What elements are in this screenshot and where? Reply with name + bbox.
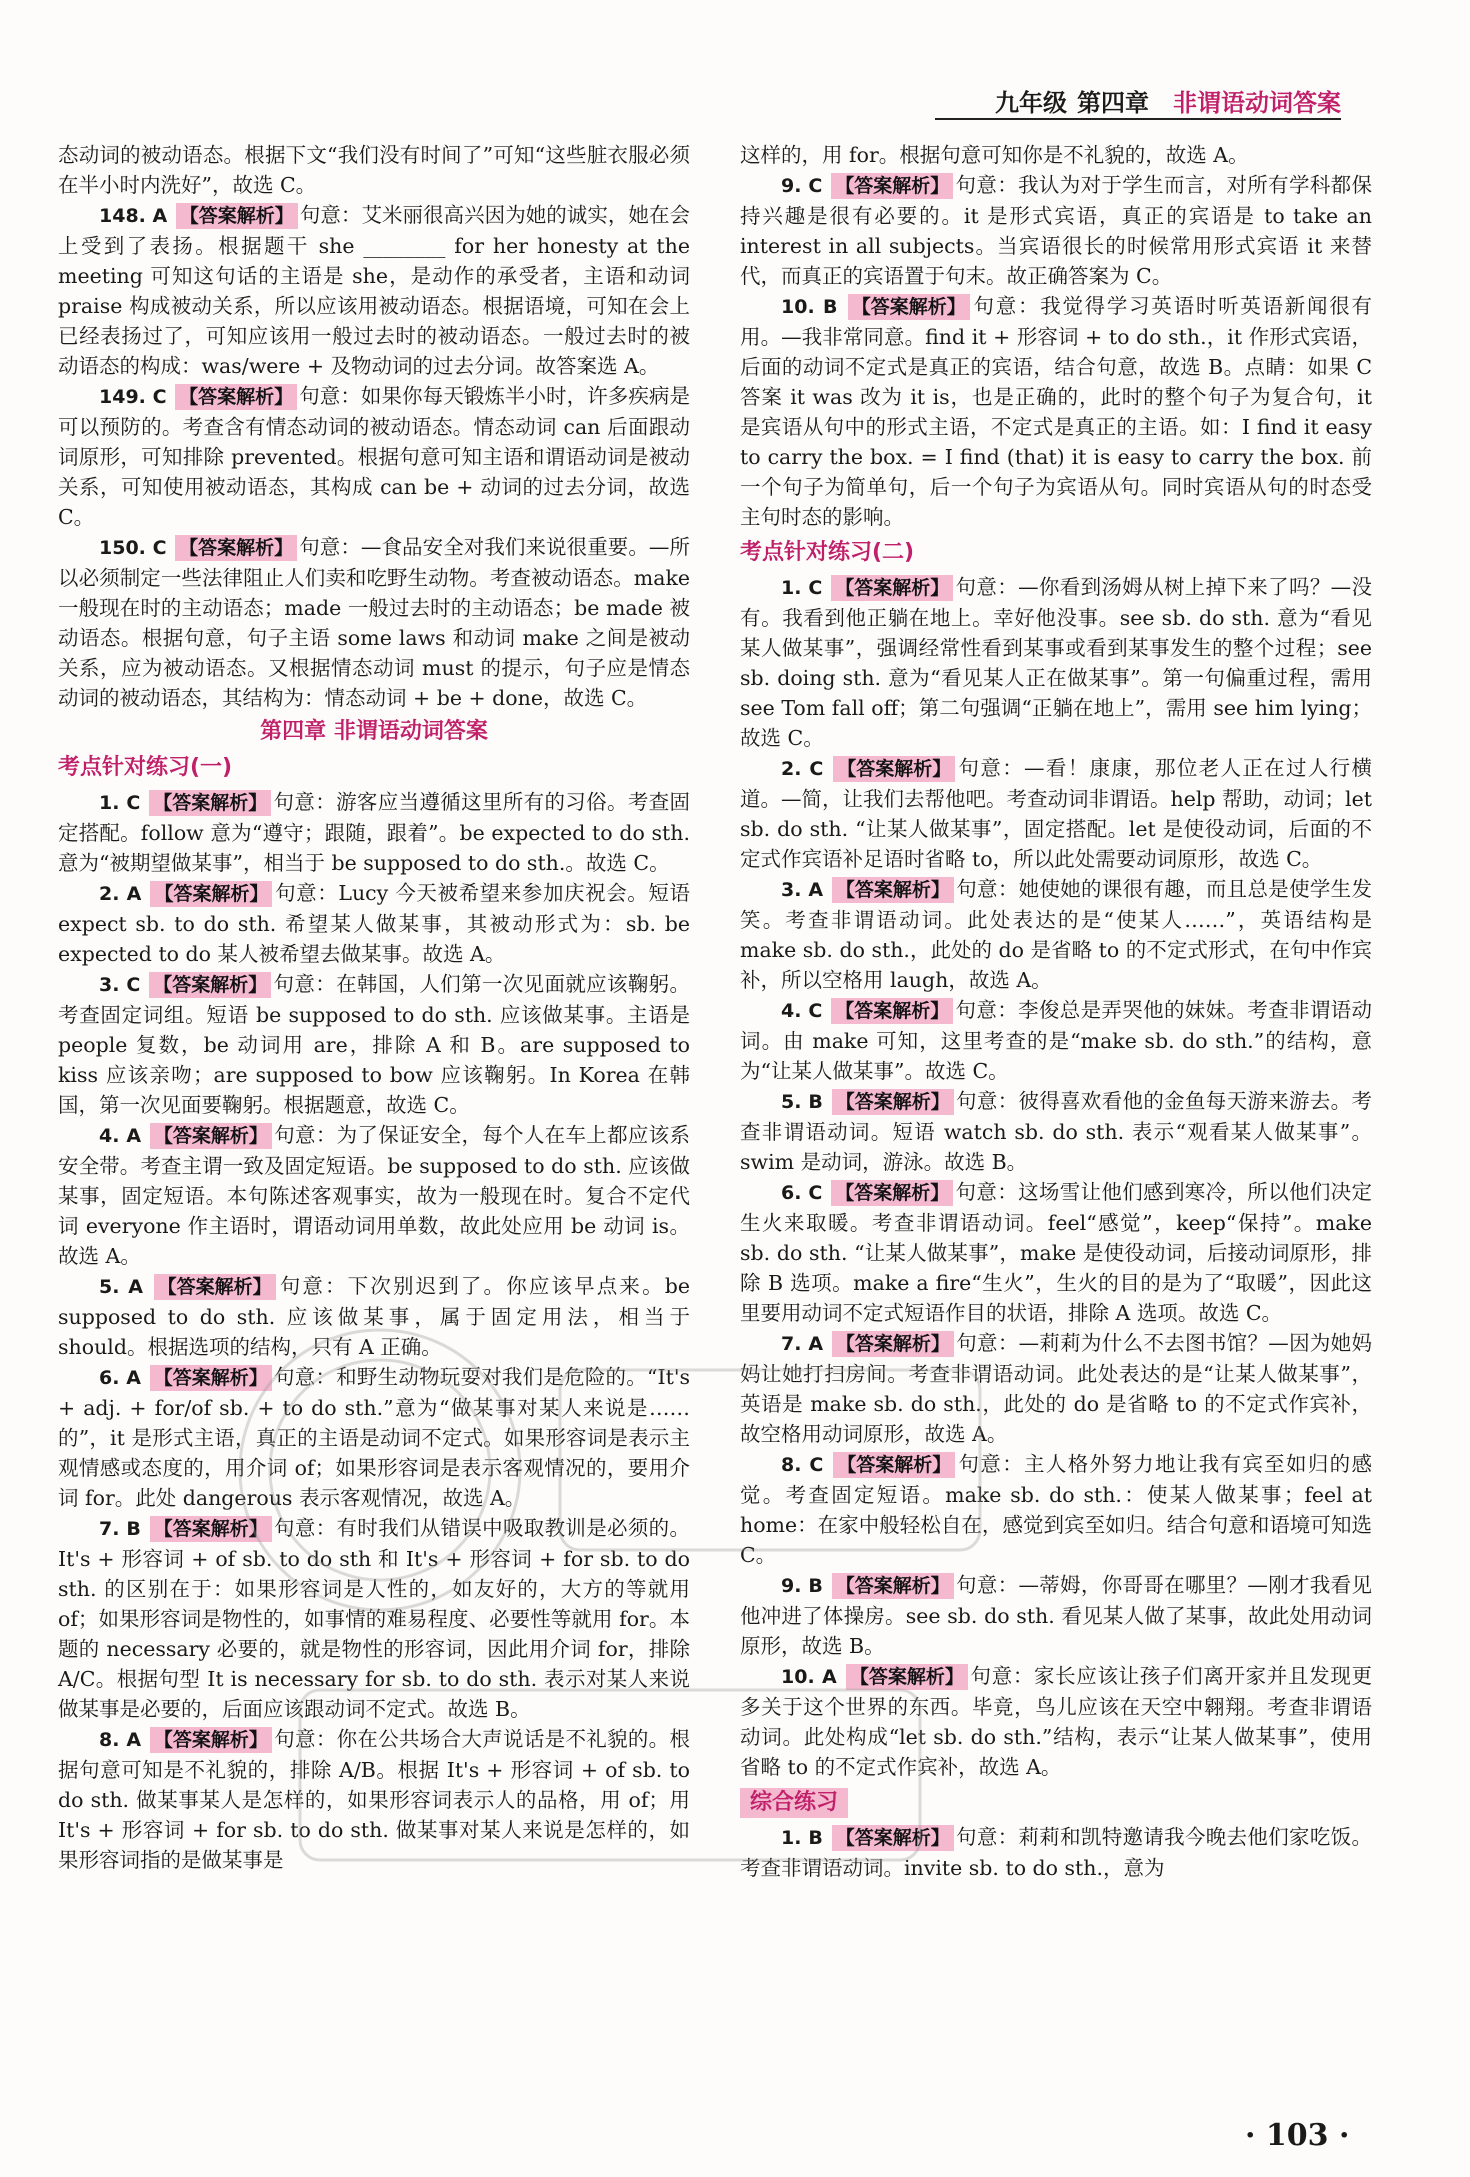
- answer-number: 10. B: [781, 296, 838, 318]
- header-chapter: 第四章: [1077, 89, 1149, 117]
- answer-2-2: [740, 753, 1372, 874]
- answer-analysis-tag: 【答案解析】: [831, 1180, 953, 1206]
- continuation-paragraph: 态动词的被动语态。根据下文“我们没有时间了”可知“这些脏衣服必须在半小时内洗好”，故选 C。: [58, 143, 690, 197]
- answer-number: 2. A: [99, 883, 142, 905]
- answer-number: 9. C: [781, 175, 823, 197]
- answer-analysis-tag: 【答案解析】: [150, 1727, 272, 1753]
- answer-text: 句意：我认为对于学生而言，对所有学科都保持兴趣是很有必要的。it 是形式宾语，真正的宾语是 to take an interest in all subjects。当宾语很长的时候常用形式宾语 it 来替代，而真正的宾语置于句末。故正确答案为 C。: [740, 173, 1372, 288]
- answer-149: [58, 381, 690, 532]
- answer-number: 3. C: [99, 974, 141, 996]
- answer-2-3: [740, 874, 1372, 995]
- answer-8: [58, 1724, 690, 1875]
- answer-2-4: [740, 995, 1372, 1086]
- answer-analysis-tag: 【答案解析】: [154, 1274, 276, 1300]
- answer-analysis-tag: 【答案解析】: [149, 790, 271, 816]
- answer-analysis-tag: 【答案解析】: [833, 756, 955, 782]
- answer-number: 148. A: [99, 205, 168, 227]
- answer-text: 句意：在韩国，人们第一次见面就应该鞠躬。考查固定词组。短语 be supposed to do sth. 应该做某事。主语是 people 复数，be 动词用 are，排除 A 和 B。are supposed to kiss 应该亲吻；are supposed to bow 应该鞠躬。In Korea 在韩国，第一次见面要鞠躬。根据题意，故选 C。: [58, 972, 690, 1117]
- answer-text: 句意：—你看到汤姆从树上掉下来了吗？—没有。我看到他正躺在地上。幸好他没事。see sb. do sth. 意为“看见某人做某事”，强调经常性看到某事或看到某事发生的整个过程；see sb. doing sth. 意为“看见某人正在做某事”。第一句偏重过程，需用 see Tom fall off；第二句强调“正躺在地上”，需用 see him lying；故选 C。: [740, 575, 1372, 750]
- answer-analysis-tag: 【答案解析】: [175, 535, 297, 561]
- page-number: · 103 ·: [1245, 2118, 1350, 2153]
- answer-text: 句意：—看！康康，那位老人正在过人行横道。—简，让我们去帮他吧。考查动词非谓语。help 帮助，动词；let sb. do sth. “让某人做某事”，固定搭配。let 是使役动词，后面的不定式作宾语补足语时省略 to，所以此处需要动词原形，故选 C。: [740, 756, 1372, 871]
- chapter-title: 第四章 非谓语动词答案: [260, 719, 488, 744]
- answer-analysis-tag: 【答案解析】: [831, 575, 953, 601]
- answer-9: [740, 170, 1372, 291]
- answer-number: 4. C: [781, 1000, 823, 1022]
- answer-text: 句意：有时我们从错误中吸取教训是必须的。It's + 形容词 + of sb. to do sth 和 It's + 形容词 + for sb. to do sth. 的区别在于：如果形容词是人性的，如友好的，大方的等就用 of；如果形容词是物性的，如事情的难易程度、必要性等就用 for。本题的 necessary 必要的，就是物性的形容词，因此用介词 for，排除 A/C。根据句型 It is necessary for sb. to do sth. 表示对某人来说做某事是必要的，后面应该跟动词不定式。故选 B。: [58, 1516, 690, 1721]
- answer-text: 句意：游客应当遵循这里所有的习俗。考查固定搭配。follow 意为“遵守；跟随，跟着”。be expected to do sth. 意为“被期望做某事”，相当于 be supposed to do sth.。故选 C。: [58, 790, 690, 875]
- answer-2-8: [740, 1449, 1372, 1570]
- answer-148: [58, 200, 690, 381]
- right-column: [740, 140, 1372, 1883]
- answer-number: 9. B: [781, 1575, 823, 1597]
- answer-analysis-tag: 【答案解析】: [150, 1365, 272, 1391]
- answer-analysis-tag: 【答案解析】: [833, 1452, 955, 1478]
- answer-number: 6. A: [99, 1367, 141, 1389]
- answer-analysis-tag: 【答案解析】: [832, 1089, 954, 1115]
- answer-text: 句意：她使她的课很有趣，而且总是使学生发笑。考查非谓语动词。此处表达的是“使某人……”，英语结构是 make sb. do sth.，此处的 do 是省略 to 的不定式形式，在句中作宾补，所以空格用 laugh，故选 A。: [740, 877, 1372, 992]
- section-title-practice-2: 考点针对练习(二): [740, 540, 915, 565]
- answer-2-7: [740, 1328, 1372, 1449]
- answer-text: 句意：下次别迟到了。你应该早点来。be supposed to do sth. 应该做某事，属于固定用法，相当于 should。根据选项的结构，只有 A 正确。: [58, 1274, 690, 1359]
- answer-analysis-tag: 【答案解析】: [832, 1573, 954, 1599]
- answer-analysis-tag: 【答案解析】: [150, 881, 272, 907]
- answer-number: 149. C: [99, 386, 167, 408]
- answer-analysis-tag: 【答案解析】: [150, 1123, 272, 1149]
- answer-5: [58, 1271, 690, 1362]
- answer-text: 句意：如果你每天锻炼半小时，许多疾病是可以预防的。考查含有情态动词的被动语态。情态动词 can 后面跟动词原形，可知排除 prevented。根据句意可知主语和谓语动词是被动关系，可知使用被动语态，其构成 can be + 动词的过去分词，故选 C。: [58, 384, 690, 529]
- answer-number: 7. A: [781, 1333, 824, 1355]
- answer-number: 1. B: [781, 1827, 823, 1849]
- answer-analysis-tag: 【答案解析】: [831, 173, 953, 199]
- answer-analysis-tag: 【答案解析】: [846, 1664, 968, 1690]
- answer-3-1: [740, 1822, 1372, 1883]
- answer-number: 8. A: [99, 1729, 142, 1751]
- answer-text: 句意：你在公共场合大声说话是不礼貌的。根据句意可知是不礼貌的，排除 A/B。根据 It's + 形容词 + of sb. to do sth. 做某事某人是怎样的，如果形容词表示人的品格，用 of；用 It's + 形容词 + for sb. to do sth. 做某事对某人来说是怎样的，如果形容词指的是做某事是: [58, 1727, 690, 1872]
- answer-number: 6. C: [781, 1182, 823, 1204]
- answer-3: [58, 969, 690, 1120]
- answer-150: [58, 532, 690, 713]
- answer-analysis-tag: 【答案解析】: [176, 203, 298, 229]
- answer-text: 句意：和野生动物玩耍对我们是危险的。“It's + adj. + for/of sb. + to do sth.”意为“做某事对某人来说是……的”，it 是形式主语，真正的主语是动词不定式。如果形容词是表示主观情感或态度的，用介词 of；如果形容词是表示客观情况的，要用介词 for。此处 dangerous 表示客观情况，故选 A。: [58, 1365, 690, 1510]
- answer-text: 句意：家长应该让孩子们离开家并且发现更多关于这个世界的东西。毕竟，鸟儿应该在天空中翱翔。考查非谓语动词。此处构成“let sb. do sth.”结构，表示“让某人做某事”，使用省略 to 的不定式作宾补，故选 A。: [740, 1664, 1372, 1779]
- left-column: [58, 140, 690, 1875]
- answer-number: 1. C: [99, 792, 141, 814]
- answer-number: 2. C: [781, 758, 824, 780]
- answer-number: 10. A: [781, 1666, 837, 1688]
- answer-text: 句意：李俊总是弄哭他的妹妹。考查非谓语动词。由 make 可知，这里考查的是“make sb. do sth.”的结构，意为“让某人做某事”。故选 C。: [740, 998, 1372, 1083]
- header-title: 非谓语动词答案: [1173, 89, 1341, 117]
- answer-analysis-tag: 【答案解析】: [848, 294, 970, 320]
- answer-2-1: [740, 572, 1372, 753]
- answer-number: 5. B: [781, 1091, 823, 1113]
- answer-analysis-tag: 【答案解析】: [150, 1516, 272, 1542]
- answer-text: 句意：艾米丽很高兴因为她的诚实，她在会上受到了表扬。根据题干 she ________ for her honesty at the meeting 可知这句话的主语是 she，是动作的承受者，主语和动词 praise 构成被动关系，所以应该用被动语态。根据语境，可知在会上已经表扬过了，可知应该用一般过去时的被动语态。一般过去时的被动语态的构成：was/were + 及物动词的过去分词。故答案选 A。: [58, 203, 690, 378]
- answer-text: 句意：Lucy 今天被希望来参加庆祝会。短语 expect sb. to do sth. 希望某人做某事，其被动形式为：sb. be expected to do 某人被希望去做某事。故选 A。: [58, 881, 690, 966]
- answer-number: 3. A: [781, 879, 824, 901]
- answer-number: 1. C: [781, 577, 823, 599]
- answer-4: [58, 1120, 690, 1271]
- continuation-paragraph: 这样的，用 for。根据句意可知你是不礼貌的，故选 A。: [740, 143, 1249, 167]
- header-grade: 九年级: [995, 89, 1067, 117]
- answer-2-5: [740, 1086, 1372, 1177]
- answer-number: 8. C: [781, 1454, 824, 1476]
- answer-2: [58, 878, 690, 969]
- answer-number: 5. A: [99, 1276, 143, 1298]
- answer-text: 句意：—蒂姆，你哥哥在哪里？—刚才我看见他冲进了体操房。see sb. do sth. 看见某人做了某事，故此处用动词原形，故选 B。: [740, 1573, 1372, 1658]
- answer-10: [740, 291, 1372, 532]
- answer-1: [58, 787, 690, 878]
- answer-number: 150. C: [99, 537, 167, 559]
- answer-text: 句意：为了保证安全，每个人在车上都应该系安全带。考查主谓一致及固定短语。be supposed to do sth. 应该做某事，固定短语。本句陈述客观事实，故为一般现在时。复合不定代词 everyone 作主语时，谓语动词用单数，故此处应用 be 动词 is。故选 A。: [58, 1123, 690, 1268]
- answer-analysis-tag: 【答案解析】: [831, 998, 953, 1024]
- answer-6: [58, 1362, 690, 1513]
- answer-analysis-tag: 【答案解析】: [832, 1825, 954, 1851]
- section-title-practice-1: 考点针对练习(一): [58, 755, 233, 780]
- answer-2-10: [740, 1661, 1372, 1782]
- answer-analysis-tag: 【答案解析】: [832, 877, 954, 903]
- answer-number: 7. B: [99, 1518, 141, 1540]
- answer-2-6: [740, 1177, 1372, 1328]
- answer-text: 句意：主人格外努力地让我有宾至如归的感觉。考查固定短语。make sb. do sth.：使某人做某事；feel at home：在家中般轻松自在，感觉到宾至如归。结合句意和语境可知选 C。: [740, 1452, 1372, 1567]
- answer-2-9: [740, 1570, 1372, 1661]
- answer-analysis-tag: 【答案解析】: [832, 1331, 954, 1357]
- page-header: [935, 84, 1341, 120]
- answer-analysis-tag: 【答案解析】: [149, 972, 271, 998]
- answer-text: 句意：我觉得学习英语时听英语新闻很有用。—我非常同意。find it + 形容词 + to do sth.，it 作形式宾语，后面的动词不定式是真正的宾语，结合句意，故选 B。点睛：如果 C 答案 it was 改为 it is，也是正确的，此时的整个句子为复合句，it 是宾语从句中的形式主语，不定式是真正的主语。如：I find it easy to carry the box. = I find (that) it is easy to carry the box. 前一个句子为简单句，后一个句子为宾语从句。同时宾语从句的时态受主句时态的影响。: [740, 294, 1372, 529]
- answer-text: 句意：—莉莉为什么不去图书馆？—因为她妈妈让她打扫房间。考查非谓语动词。此处表达的是“让某人做某事”，英语是 make sb. do sth.，此处的 do 是省略 to 的不定式作宾补，故空格用动词原形，故选 A。: [740, 1331, 1372, 1446]
- answer-text: 句意：这场雪让他们感到寒冷，所以他们决定生火来取暖。考查非谓语动词。feel“感觉”，keep“保持”。make sb. do sth. “让某人做某事”，make 是使役动词，后接动词原形，排除 B 选项。make a fire“生火”，生火的目的是为了“取暖”，因此这里要用动词不定式短语作目的状语，排除 A 选项。故选 C。: [740, 1180, 1372, 1325]
- answer-text: 句意：—食品安全对我们来说很重要。—所以必须制定一些法律阻止人们卖和吃野生动物。考查被动语态。make 一般现在时的主动语态；made 一般过去时的主动语态；be made 被动语态。根据句意，句子主语 some laws 和动词 make 之间是被动关系，应为被动语态。又根据情态动词 must 的提示，句子应是情态动词的被动语态，其结构为：情态动词 + be + done，故选 C。: [58, 535, 690, 710]
- answer-number: 4. A: [99, 1125, 142, 1147]
- answer-7: [58, 1513, 690, 1724]
- answer-analysis-tag: 【答案解析】: [175, 384, 297, 410]
- answer-text: 句意：彼得喜欢看他的金鱼每天游来游去。考查非谓语动词。短语 watch sb. do sth. 表示“观看某人做某事”。swim 是动词，游泳。故选 B。: [740, 1089, 1372, 1174]
- section-title-comprehensive: 综合练习: [740, 1788, 848, 1818]
- answer-text: 句意：莉莉和凯特邀请我今晚去他们家吃饭。考查非谓语动词。invite sb. to do sth.，意为: [740, 1825, 1372, 1880]
